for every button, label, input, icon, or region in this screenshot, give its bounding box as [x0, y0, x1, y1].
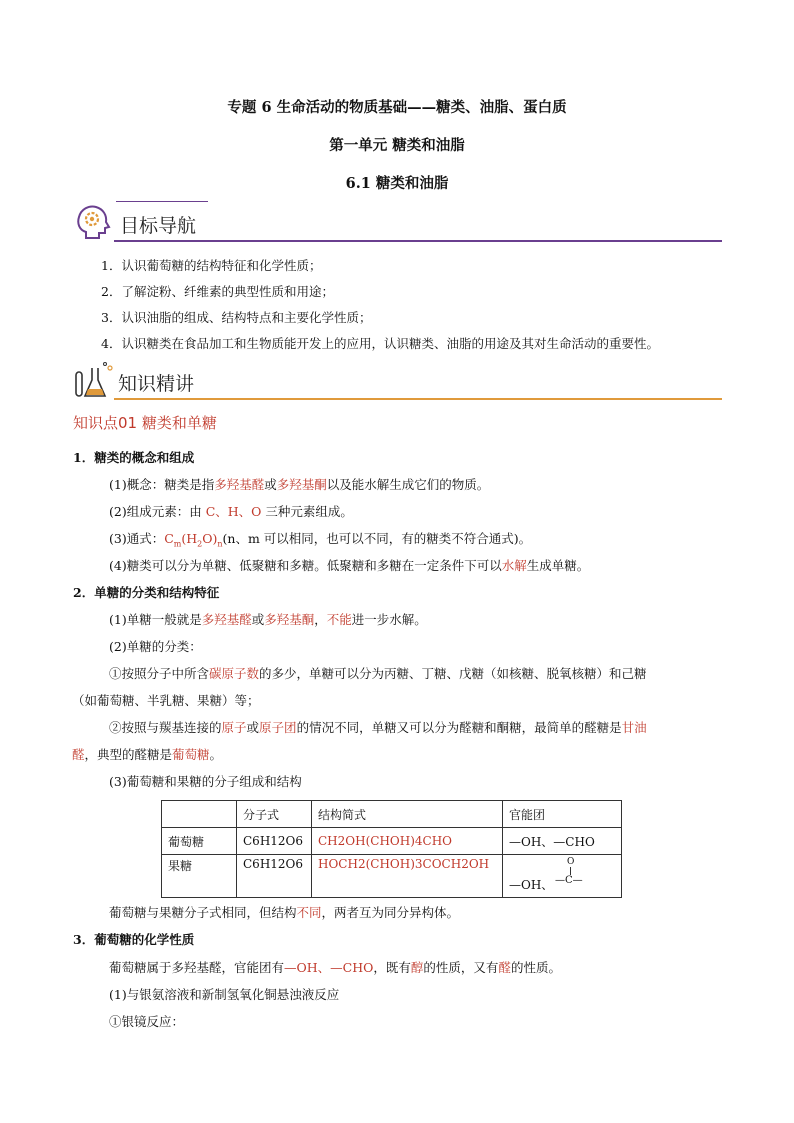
paragraph-3-3: ①银镜反应：: [109, 1014, 185, 1029]
heading-1: 1．糖类的概念和组成: [73, 450, 195, 465]
section-goals-header: [72, 200, 722, 246]
paragraph-2-3: ①按照分子中所含碳原子数的多少，单糖可以分为丙糖、丁糖、戊糖（如核糖、脱氧核糖）和己糖: [109, 666, 647, 681]
paragraph-2-1: (1)单糖一般就是多羟基醛或多羟基酮，不能进一步水解。: [109, 612, 427, 627]
table-header-cell: 结构简式: [312, 801, 503, 828]
paragraph-2-3-cont: （如葡萄糖、半乳糖、果糖）等；: [72, 693, 260, 708]
table-header-row: [162, 801, 622, 828]
carbonyl-carbon: —C—: [555, 875, 583, 886]
paragraph-1-3: (3)通式：$C_m(H_2O)_n(n$、m 可以相同，也可以不同，有的糖类不符合通式)。: [109, 531, 532, 549]
table-cell-name: 果糖: [162, 855, 237, 898]
table-header-cell: 分子式: [237, 801, 312, 828]
paragraph-1-4: (4)糖类可以分为单糖、低聚糖和多糖。低聚糖和多糖在一定条件下可以水解生成单糖。: [109, 558, 590, 573]
section-knowledge-header: [72, 358, 722, 404]
heading-2: 2．单糖的分类和结构特征: [73, 585, 220, 600]
goal-item: 3．认识油脂的组成、结构特点和主要化学性质；: [101, 310, 372, 325]
table-cell-groups: [503, 855, 622, 898]
paragraph-2-5: (3)葡萄糖和果糖的分子组成和结构: [109, 774, 302, 789]
paragraph-3-2: (1)与银氨溶液和新制氢氧化铜悬浊液反应: [109, 987, 340, 1002]
doc-title-3: 6.1 糖类和油脂: [345, 175, 449, 192]
table-header-cell: [162, 801, 237, 828]
section-goals-title: 目标导航: [120, 215, 197, 237]
carbonyl-oxygen: O: [567, 857, 575, 867]
table-cell-formula: C6H12O6: [237, 855, 312, 898]
table-cell-name: 葡萄糖: [162, 828, 237, 855]
goal-item: 1．认识葡萄糖的结构特征和化学性质；: [101, 258, 322, 273]
table-row: [162, 828, 622, 855]
table-cell-structure: HOCH2(CHOH)3COCH2OH: [312, 855, 503, 898]
head-gear-icon: [72, 202, 112, 242]
heading-3: 3．葡萄糖的化学性质: [73, 932, 195, 947]
paragraph-2-6: 葡萄糖与果糖分子式相同，但结构不同，两者互为同分异构体。: [109, 905, 460, 920]
flask-icon: [72, 360, 116, 402]
carbonyl-bond: [570, 867, 571, 875]
doc-title-2: 第一单元 糖类和油脂: [329, 137, 465, 154]
groups-text: —OH、: [509, 878, 554, 892]
section-knowledge-title: 知识精讲: [118, 373, 195, 395]
paragraph-1-2: (2)组成元素：由 C、H、O 三种元素组成。: [109, 504, 353, 519]
doc-title-1: 专题 6 生命活动的物质基础——糖类、油脂、蛋白质: [227, 99, 567, 116]
paragraph-2-4-cont: 醛，典型的醛糖是葡萄糖。: [72, 747, 223, 762]
paragraph-3-1: 葡萄糖属于多羟基醛，官能团有—OH、—CHO，既有醇的性质，又有醛的性质。: [109, 960, 561, 975]
paragraph-2-2: (2)单糖的分类：: [109, 639, 202, 654]
paragraph-1-1: (1)概念：糖类是指多羟基醛或多羟基酮以及能水解生成它们的物质。: [109, 477, 490, 492]
goal-item: 2．了解淀粉、纤维素的典型性质和用途；: [101, 284, 334, 299]
table-row: [162, 855, 622, 898]
table-cell-formula: C6H12O6: [237, 828, 312, 855]
knowledge-point-title: 知识点01 糖类和单糖: [73, 414, 217, 432]
paragraph-2-4: ②按照与羰基连接的原子或原子团的情况不同，单糖又可以分为醛糖和酮糖，最简单的醛糖是甘油: [109, 720, 647, 735]
goal-item: 4．认识糖类在食品加工和生物质能开发上的应用，认识糖类、油脂的用途及其对生命活动的重要性。: [101, 336, 659, 351]
table-header-cell: 官能团: [503, 801, 622, 828]
table-cell-structure: CH2OH(CHOH)4CHO: [312, 828, 503, 855]
sugar-structure-table: [161, 800, 622, 898]
table-cell-groups: —OH、—CHO: [503, 828, 622, 855]
